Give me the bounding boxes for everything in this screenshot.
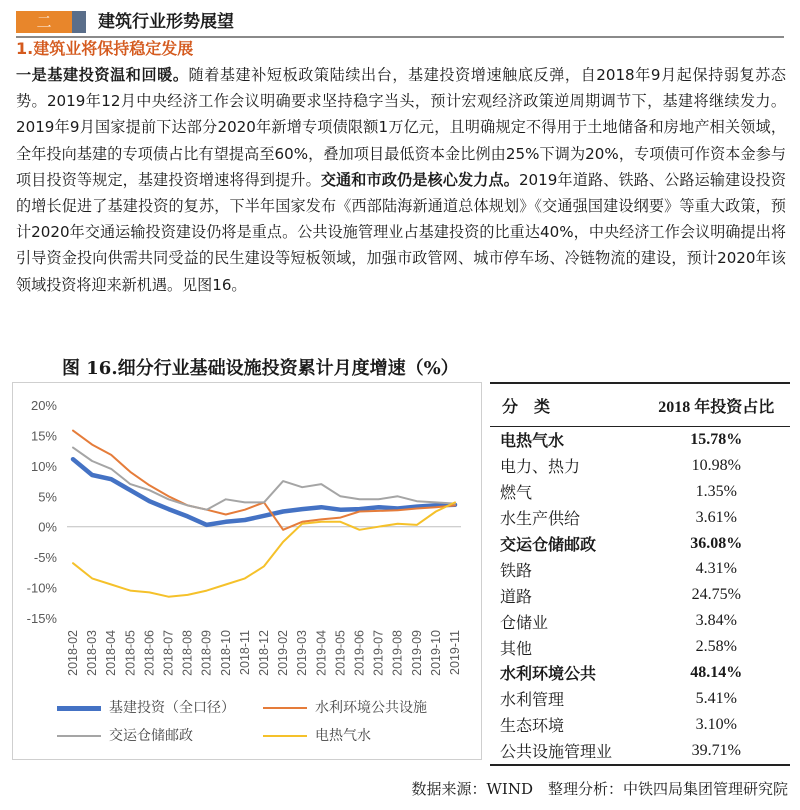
table-cell-category: 电热气水 xyxy=(500,433,565,451)
table-row xyxy=(490,531,790,557)
table-cell-category: 水利管理 xyxy=(500,692,565,710)
table-cell-value: 39.71% xyxy=(642,738,790,765)
table-cell-category: 交运仓储邮政 xyxy=(500,537,597,554)
table-row xyxy=(490,479,790,505)
x-tick-label: 2018-06 xyxy=(142,630,157,676)
investment-share-table xyxy=(490,382,790,766)
table-header-row xyxy=(490,383,790,427)
y-tick-label: -10% xyxy=(26,580,57,596)
body-paragraph xyxy=(16,62,786,298)
table-cell-value: 10.98% xyxy=(691,456,741,474)
table-header-value: 2018 年投资占比 xyxy=(642,383,790,427)
table-row xyxy=(490,738,790,765)
legend-swatch xyxy=(57,735,101,737)
section-accent-block xyxy=(72,11,86,33)
data-source-note: 数据来源：WIND 整理分析：中铁四局集团管理研究院 xyxy=(411,780,788,798)
x-tick-label: 2019-03 xyxy=(295,630,310,676)
x-tick-label: 2018-10 xyxy=(218,630,233,676)
table-cell-category: 铁路 xyxy=(500,562,533,580)
y-tick-label: 15% xyxy=(30,428,57,444)
section-title: 建筑行业形势展望 xyxy=(98,12,234,32)
y-tick-label: -15% xyxy=(26,611,57,626)
subsection-title: 1.建筑业将保持稳定发展 xyxy=(16,39,194,58)
investment-share-table-wrap xyxy=(490,382,790,766)
figure-title: 图 16.细分行业基础设施投资累计月度增速（%） xyxy=(62,358,459,379)
paragraph-run: 随着基建补短板政策陆续出台，基建投资增速触底反弹，自2018年9月起保持弱复苏态势。2019年12月中央经济工作会议明确要求坚持稳字当头，预计宏观经济政策逆周期调节下，基建将继续发力。2019年9月国家提前下达部分2020年新增专项债限额1万亿元，且明确规定不得用于土地储备和房地产相关领域，全年投向基建的专项债占比有望提高至60%，叠加项目最低资本金比例由25%下调为20%，专项债可作资本金参与项目投资等规定，基建投资增速将得到提升。 xyxy=(16,66,786,189)
table-cell-category: 水生产供给 xyxy=(500,511,581,529)
section-header xyxy=(16,8,784,36)
x-tick-label: 2019-09 xyxy=(409,630,424,676)
line-chart xyxy=(13,383,481,683)
series-line-3 xyxy=(73,448,455,510)
legend-swatch xyxy=(263,707,307,709)
table-row xyxy=(490,427,790,453)
legend-swatch xyxy=(57,706,101,711)
x-tick-label: 2018-07 xyxy=(161,630,176,676)
section-number-badge: 二 xyxy=(16,11,72,33)
x-tick-label: 2019-07 xyxy=(371,630,386,676)
y-tick-label: 20% xyxy=(30,398,57,413)
line-chart-panel xyxy=(12,382,482,760)
y-tick-label: -5% xyxy=(33,550,57,566)
legend-label: 水利环境公共设施 xyxy=(315,700,427,716)
table-row xyxy=(490,556,790,582)
table-cell-category: 其他 xyxy=(500,640,533,658)
x-tick-label: 2019-04 xyxy=(314,630,329,676)
x-tick-label: 2019-05 xyxy=(333,630,348,676)
legend-label: 交运仓储邮政 xyxy=(109,728,193,744)
table-body xyxy=(490,427,790,765)
x-tick-label: 2019-08 xyxy=(390,630,405,676)
table-cell-value: 15.78% xyxy=(690,430,743,448)
table-row xyxy=(490,712,790,738)
legend-label: 电热气水 xyxy=(315,728,371,744)
table-row xyxy=(490,634,790,660)
table-row xyxy=(490,660,790,686)
table-cell-value: 1.35% xyxy=(695,482,737,500)
legend-label: 基建投资（全口径） xyxy=(109,700,235,716)
table-cell-category: 燃气 xyxy=(500,485,533,503)
table-cell-value: 5.41% xyxy=(695,689,737,707)
x-tick-label: 2018-04 xyxy=(104,630,119,676)
table-row xyxy=(490,686,790,712)
table-cell-value: 3.10% xyxy=(695,715,737,733)
paragraph-bold-run: 一是基建投资温和回暖。 xyxy=(16,66,189,84)
table-cell-category: 道路 xyxy=(500,588,533,606)
x-tick-label: 2019-02 xyxy=(276,630,291,676)
table-row xyxy=(490,582,790,608)
y-tick-label: 10% xyxy=(30,458,57,474)
x-tick-label: 2018-12 xyxy=(257,630,271,676)
legend-swatch xyxy=(263,735,307,737)
x-tick-label: 2018-08 xyxy=(180,630,195,676)
series-line-1 xyxy=(73,459,455,525)
table-cell-value: 3.61% xyxy=(695,508,737,526)
table-row xyxy=(490,453,790,479)
table-cell-category: 仓储业 xyxy=(500,614,549,632)
table-row xyxy=(490,505,790,531)
table-cell-value: 48.14% xyxy=(690,663,743,681)
paragraph-bold-run: 交通和市政仍是核心发力点。 xyxy=(320,170,519,189)
x-tick-label: 2018-05 xyxy=(123,630,138,676)
table-cell-category: 公共设施管理业 xyxy=(490,738,642,765)
table-cell-category: 电力、热力 xyxy=(500,459,581,477)
x-tick-label: 2019-06 xyxy=(352,630,367,676)
x-tick-label: 2019-11 xyxy=(448,630,462,675)
table-cell-category: 水利环境公共 xyxy=(500,666,597,684)
table-cell-value: 2.58% xyxy=(695,638,737,656)
x-tick-label: 2018-02 xyxy=(66,630,80,676)
paragraph-run: 2019年道路、铁路、公路运输建设投资的增长促进了基建投资的复苏，下半年国家发布《西部陆海新通道总体规划》《交通强国建设纲要》等重大政策，预计2020年交通运输投资建设仍将是重点。公共设施管理业占基建投资的比重达40%，中央经济工作会议明确提出将引导资金投向供需共同受益的民生建设等短板领域，加强市政管网、城市停车场、冷链物流的建设，预计2020年该领域投资将迎来新机遇。见图16。 xyxy=(16,170,786,294)
x-tick-label: 2018-11 xyxy=(237,630,252,675)
x-tick-label: 2019-10 xyxy=(428,630,443,676)
y-tick-label: 0% xyxy=(38,519,57,535)
table-header-category: 分 类 xyxy=(490,383,642,427)
table-cell-category: 生态环境 xyxy=(500,718,565,736)
table-cell-value: 24.75% xyxy=(691,586,741,604)
table-cell-value: 3.84% xyxy=(695,612,737,630)
table-row xyxy=(490,608,790,634)
table-cell-value: 36.08% xyxy=(690,534,743,552)
chart-legend xyxy=(13,687,481,747)
y-tick-label: 5% xyxy=(38,489,57,505)
table-cell-value: 4.31% xyxy=(695,560,737,578)
x-tick-label: 2018-09 xyxy=(199,630,214,676)
x-tick-label: 2018-03 xyxy=(85,630,100,676)
